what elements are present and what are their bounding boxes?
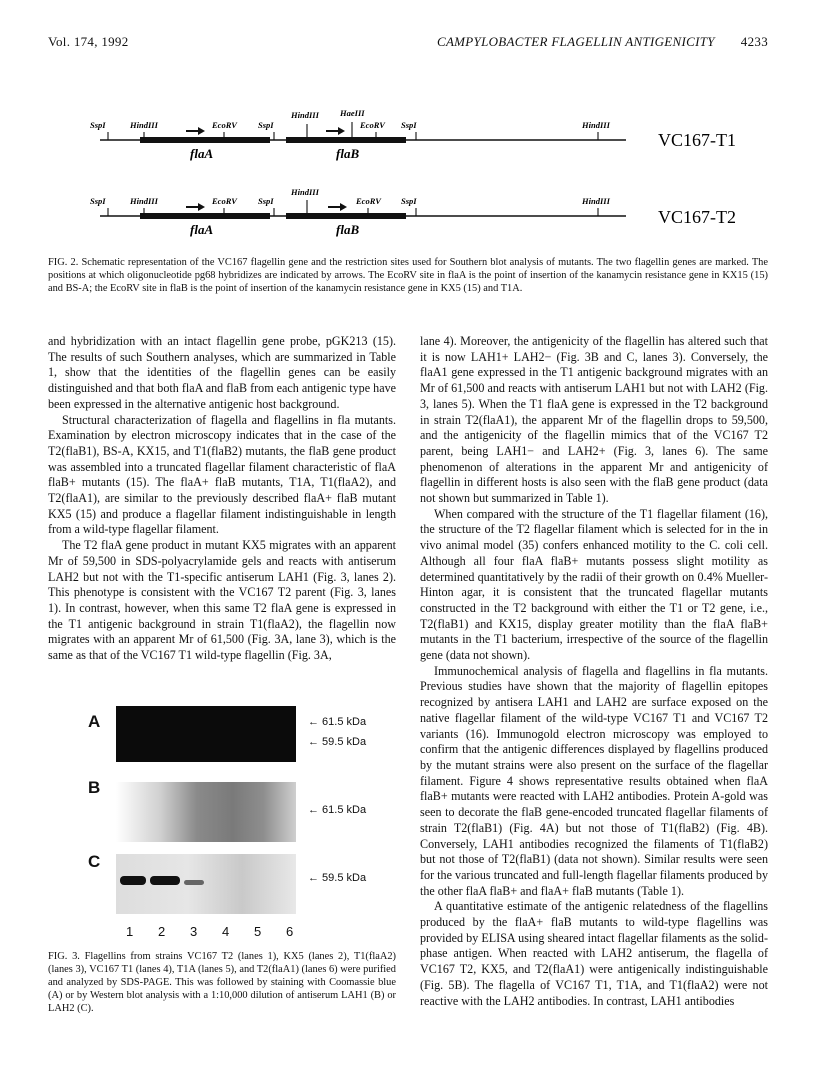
oligo-arrow-icon: [186, 127, 205, 135]
band: [120, 876, 146, 885]
marker-label: ← 59.5 kDa: [308, 736, 367, 748]
marker-label: ← 59.5 kDa: [308, 872, 367, 884]
gel-panel-a: [116, 706, 296, 762]
site-label: SspI: [90, 120, 106, 130]
fig3-gel-figure: [86, 706, 396, 944]
oligo-arrow-icon: [328, 203, 347, 211]
paragraph: When compared with the structure of the T1 flagellar filament (16), the structure of the T2 flagellar filament which is selected for in the in vivo animal model (35) confers enhanced motility to the C. coli cell. Although all four flaA flaB+ mutants possess slight motility as determined quantitatively by the radii of their growth on 0.4% Mueller-Hinton agar, it is consistent that the truncated flagellar mutants constructed in the T2 background with either the T1 or T2 gene, i.e., T2(flaB1) and KX15, display greater motility than the flaA flaB+ mutants in the T1 bacterium, irrespective of the source of the flagellin gene (data not shown).: [420, 506, 768, 663]
band: [150, 876, 180, 885]
strain-label-t1: VC167-T1: [658, 130, 736, 150]
running-header-volume: Vol. 174, 1992: [48, 34, 129, 49]
gene-label-flaB: flaB: [336, 222, 360, 237]
running-header-right: [437, 34, 768, 50]
blot-panel-b: [116, 782, 296, 842]
band: [184, 880, 204, 885]
site-label: EcoRV: [356, 196, 381, 206]
panel-label-a: A: [88, 712, 101, 731]
panel-label-c: C: [88, 852, 101, 871]
page-number: 4233: [740, 34, 768, 49]
marker-label: ← 61.5 kDa: [308, 804, 367, 816]
lane-label: 5: [254, 924, 262, 939]
lane-label: 6: [286, 924, 294, 939]
fig2-caption: FIG. 2. Schematic representation of the VC167 flagellin gene and the restriction sites used for Southern blot analysis of mutants. The two flagellin genes are marked. The positions at which oligonucleotide pg68 hybridizes are indicated by arrows. The EcoRV site in flaA is the point of insertion of the kanamycin resistance gene in KX15 (15) and BS-A; the EcoRV site in flaB is the point of insertion of the kanamycin resistance gene in KX5 (15) and T1A.: [48, 257, 768, 295]
site-label: EcoRV: [212, 196, 237, 206]
lane-label: 1: [126, 924, 134, 939]
fig2-map-t2: [86, 186, 786, 244]
gene-label-flaA: flaA: [190, 222, 214, 237]
panel-label-b: B: [88, 778, 101, 797]
strain-label-t2: VC167-T2: [658, 207, 736, 227]
left-column: [48, 334, 396, 664]
site-label: HindIII: [130, 120, 158, 130]
paragraph: Immunochemical analysis of flagella and flagellins in fla mutants. Previous studies have shown that the majority of flagellin epitopes recognized by antisera LAH1 and LAH2 are surface exposed on the native flagellar filament of the wild-type VC167 T1 and VC167 T2 variants (16). Immunogold electron microscopy was employed to confirm that the antigenic differences displayed by flagellins produced by the mutant strains were also present on the surface of the flagellar filament. Figure 4 shows representative results obtained when flaA flaB+ mutants were reacted with LAH2 antibodies. Protein A-gold was seen to decorate the flaB gene-encoded truncated flagellar filaments of strain T2(flaB1) (Fig. 4A) but not those of T1(flaB2) (Fig. 4B). Conversely, LAH1 antibodies recognized the filaments of T1(flaB2) but not those of T2(flaB1) (data not shown). Similar results were seen for the various truncated and full-length flagellar filaments produced by the other flaA flaB+ and flaA+ flaB mutants (Table 1).: [420, 663, 768, 898]
paragraph: and hybridization with an intact flagellin gene probe, pGK213 (15). The results of such Southern analyses, which are summarized in Table 1, show that the identities of the flagellin genes can be easily distinguished and that both flaA and flaB from each antigenic type have been expressed in the alternative antigenic host background.: [48, 334, 396, 411]
marker-label: ← 61.5 kDa: [308, 716, 367, 728]
site-label: SspI: [90, 196, 106, 206]
paragraph: Structural characterization of flagella and flagellins in fla mutants. Examination by electron microscopy indicates that in the case of the T2(flaB1), BS-A, KX15, and T1(flaB2) mutants, the flaB gene product was assembled into a truncated flagellar filament characteristic of flaA flaB+ mutants (15). The flaA+ flaB mutants, T1A, T1(flaA2), and T2(flaA1), are similar to the previously described flaA+ flaB mutant KX5 (15) and produce a flagellar filament indistinguishable in length from a wild-type flagellar filament.: [48, 412, 396, 537]
paragraph: lane 4). Moreover, the antigenicity of the flagellin has altered such that it is now LAH1+ LAH2− (Fig. 3B and C, lanes 3). Conversely, the flaA1 gene expressed in the T1 antigenic background migrates with an Mr of 61,500 and reacts with antiserum LAH1 but not with LAH2 (Fig. 3, lanes 5). When the T1 flaA gene is expressed in the T2 background in strain T2(flaA1), the apparent Mr of the flagellin drops to 59,500, and the antigenicity of the flagellin mimics that of the VC167 T2 parent, being LAH1− and LAH2+ (Fig. 3, lanes 6). The same phenomenon of alterations in the apparent Mr and antigenicity of flagellin in different hosts is also seen with the flaB gene product (data not shown but summarized in Table 1).: [420, 334, 768, 506]
lane-label: 4: [222, 924, 230, 939]
site-label: HindIII: [130, 196, 158, 206]
fig2-map-t1: [86, 104, 786, 162]
gene-label-flaA: flaA: [190, 146, 214, 161]
blot-panel-c: [116, 854, 296, 914]
site-label: HindIII: [582, 196, 610, 206]
site-label: SspI: [401, 196, 417, 206]
site-label: HindIII: [291, 110, 319, 120]
lane-label: 3: [190, 924, 198, 939]
paragraph: The T2 flaA gene product in mutant KX5 migrates with an apparent Mr of 59,500 in SDS-polyacrylamide gels and reacts with antiserum LAH2 but not with the T1-specific antiserum LAH1 (Fig. 3, lanes 2). This phenotype is consistent with the VC167 T2 parent (Fig. 3, lanes 1). In contrast, however, when this same T2 flaA gene is expressed in the T1 antigenic background in strain T1(flaA2), the flagellin now migrates with an apparent Mr of 61,500 (Fig. 3A, lane 3), which is the same as that of the VC167 T1 wild-type flagellin (Fig. 3A,: [48, 538, 396, 663]
oligo-arrow-icon: [186, 203, 205, 211]
site-label: HaeIII: [340, 108, 365, 118]
site-label: SspI: [401, 120, 417, 130]
site-label: HindIII: [291, 187, 319, 197]
site-label: SspI: [258, 120, 274, 130]
right-column: [420, 334, 768, 1009]
gene-label-flaB: flaB: [336, 146, 360, 161]
site-label: EcoRV: [212, 120, 237, 130]
paragraph: A quantitative estimate of the antigenic relatedness of the flagellins produced by the flaA+ flaB mutants to wild-type flagellins was provided by ELISA using sheared intact flagellar filaments as the solid-phase antigen. When reacted with LAH2 antiserum, the flagella of VC167 T2, KX5, and T2(flaA1) were antigenically indistinguishable (Fig. 5B). The flagella of VC167 T1, T1A, and T1(flaA2) were not reactive with the LAH2 antibodies. In contrast, LAH1 antibodies: [420, 899, 768, 1008]
oligo-arrow-icon: [326, 127, 345, 135]
running-title: CAMPYLOBACTER FLAGELLIN ANTIGENICITY: [436, 34, 715, 49]
site-label: SspI: [258, 196, 274, 206]
site-label: EcoRV: [360, 120, 385, 130]
site-label: HindIII: [582, 120, 610, 130]
fig3-caption: FIG. 3. Flagellins from strains VC167 T2 (lanes 1), KX5 (lanes 2), T1(flaA2) (lanes 3), VC167 T1 (lanes 4), T1A (lanes 5), and T2(flaA1) (lanes 6) were purified and analyzed by SDS-PAGE. This was followed by staining with Coomassie blue (A) or by Western blot analysis with a 1:10,000 dilution of antiserum LAH1 (B) or LAH2 (C).: [48, 951, 396, 1015]
lane-label: 2: [158, 924, 166, 939]
